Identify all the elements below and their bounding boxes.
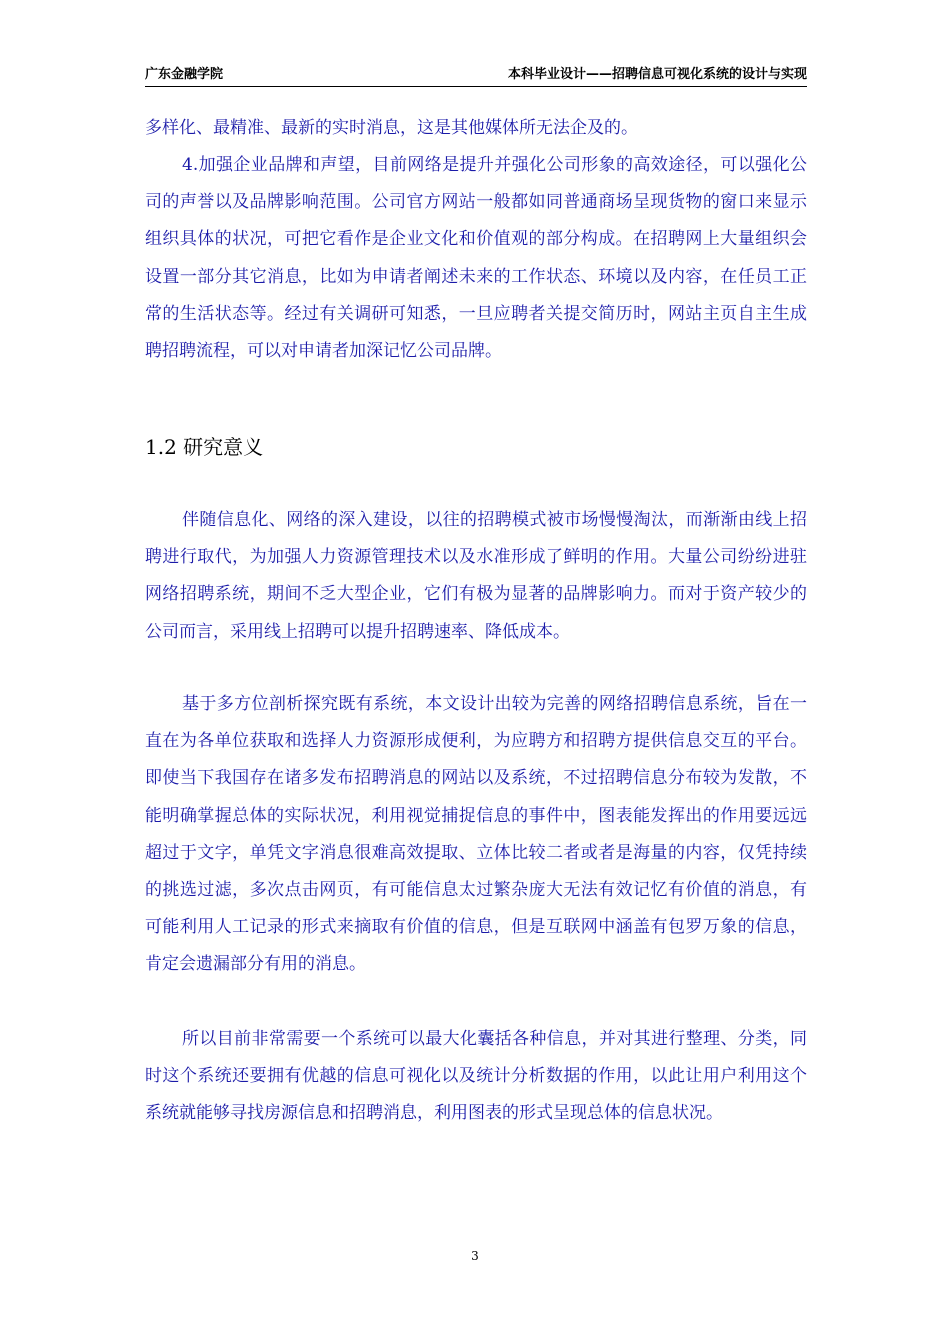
section-heading: 1.2 研究意义: [145, 435, 264, 459]
header-thesis-title: 本科毕业设计——招聘信息可视化系统的设计与实现: [507, 67, 807, 82]
paragraph-continuation: 多样化、最精准、最新的实时消息，这是其他媒体所无法企及的。: [145, 118, 638, 138]
header-institution: 广东金融学院: [145, 67, 224, 82]
paragraph-need: 所以目前非常需要一个系统可以最大化囊括各种信息，并对其进行整理、分类，同时这个系统还要拥有优越的信息可视化以及统计分析数据的作用，以此让用户利用这个系统就能够寻找房源信息和招聘消息，利用图表的形式呈现总体的信息状况。: [145, 1029, 807, 1124]
page-header: [145, 66, 807, 87]
page-number: 3: [471, 1249, 479, 1263]
paragraph-brand-reputation: 4.加强企业品牌和声望，目前网络是提升并强化公司形象的高效途径，可以强化公司的声誉以及品牌影响范围。公司官方网站一般都如同普通商场呈现货物的窗口来显示组织具体的状况，可把它看作是企业文化和价值观的部分构成。在招聘网上大量组织会设置一部分其它消息，比如为申请者阐述未来的工作状态、环境以及内容，在任员工正常的生活状态等。经过有关调研可知悉，一旦应聘者关提交简历时，网站主页自主生成聘招聘流程，可以对申请者加深记忆公司品牌。: [145, 155, 807, 362]
paragraph-informatization: 伴随信息化、网络的深入建设，以往的招聘模式被市场慢慢淘汰，而渐渐由线上招聘进行取代，为加强人力资源管理技术以及水准形成了鲜明的作用。大量公司纷纷进驻网络招聘系统，期间不乏大型企业，它们有极为显著的品牌影响力。而对于资产较少的公司而言，采用线上招聘可以提升招聘速率、降低成本。: [145, 510, 807, 642]
paragraph-system-design: 基于多方位剖析探究既有系统，本文设计出较为完善的网络招聘信息系统，旨在一直在为各单位获取和选择人力资源形成便利，为应聘方和招聘方提供信息交互的平台。即使当下我国存在诸多发布招聘消息的网站以及系统，不过招聘信息分布较为发散，不能明确掌握总体的实际状况，利用视觉捕捉信息的事件中，图表能发挥出的作用要远远超过于文字，单凭文字消息很难高效提取、立体比较二者或者是海量的内容，仅凭持续的挑选过滤，多次点击网页，有可能信息太过繁杂庞大无法有效记忆有价值的消息，有可能利用人工记录的形式来摘取有价值的信息，但是互联网中涵盖有包罗万象的信息，肯定会遗漏部分有用的消息。: [145, 694, 807, 975]
